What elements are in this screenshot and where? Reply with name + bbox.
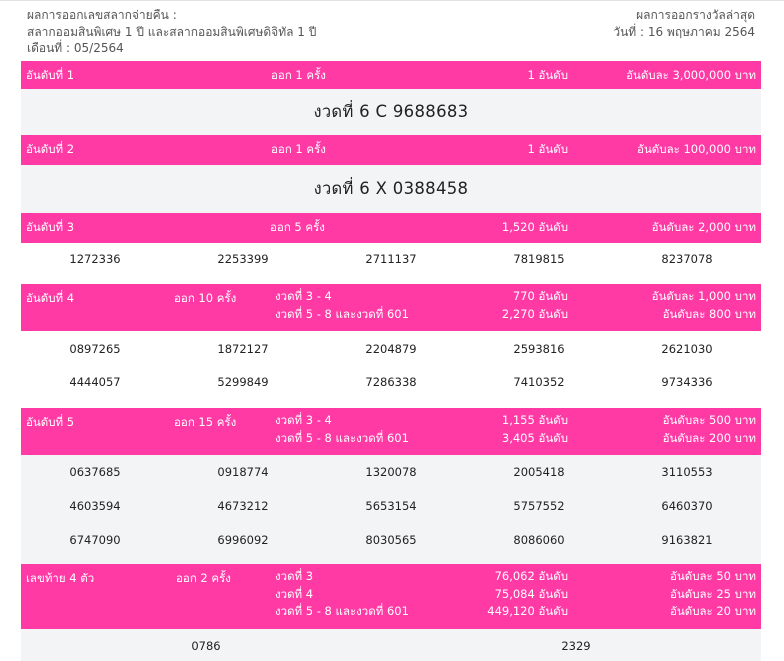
winning-number: 2329: [561, 639, 591, 653]
prize-amount: อันดับละ 100,000 บาท: [637, 142, 756, 156]
prize-counts: [487, 568, 568, 621]
prize-tier-header: [21, 61, 761, 89]
prize-amount: อันดับละ 800 บาท: [662, 306, 756, 321]
prize-amounts: [670, 568, 756, 621]
winning-number: 8086060: [513, 533, 565, 547]
prize-count: 75,084 อันดับ: [494, 586, 568, 601]
draw-month: เดือนที่ : 05/2564: [27, 41, 124, 55]
winning-number: 7410352: [513, 375, 565, 389]
prize-periods: [275, 568, 409, 621]
prize-counts: [502, 412, 568, 447]
prize-period: งวดที่ 3 - 4: [275, 413, 332, 427]
prize-amount: อันดับละ 50 บาท: [669, 569, 756, 583]
prize-name: อันดับที่ 3: [26, 220, 75, 234]
prize-periods: [275, 288, 409, 323]
prize-tier-header: [21, 564, 761, 629]
winning-number: 1320078: [365, 465, 417, 479]
winning-number: 2253399: [217, 252, 269, 266]
draw-info: [27, 7, 316, 57]
winning-number: 6747090: [69, 533, 121, 547]
prize-count: 76,062 อันดับ: [494, 569, 568, 583]
prize-amount: อันดับละ 500 บาท: [662, 413, 756, 427]
winning-number: 1872127: [217, 342, 269, 356]
prize-tier-4: [21, 284, 761, 408]
prize-period: งวดที่ 4: [275, 586, 314, 601]
prize-period: งวดที่ 5 - 8 และงวดที่ 601: [275, 306, 409, 321]
prize-tier-5: [21, 408, 761, 564]
prize-name: เลขท้าย 4 ตัว: [26, 571, 95, 585]
prize-times: ออก 5 ครั้ง: [270, 220, 325, 234]
prize-tier-header: [21, 135, 761, 165]
prize-count: 2,270 อันดับ: [501, 306, 568, 321]
prize-tier-3: [21, 213, 761, 284]
draw-title: ผลการออกเลขสลากจ่ายคืน :: [27, 8, 177, 22]
prize-period: งวดที่ 3 - 4: [275, 289, 332, 303]
winning-number: 0786: [191, 639, 221, 653]
winning-number: 7286338: [365, 375, 417, 389]
prize-amounts: [652, 288, 756, 323]
prize-name: อันดับที่ 4: [26, 291, 75, 305]
prize-tier-1: [21, 61, 761, 135]
winning-number: 8030565: [365, 533, 417, 547]
winning-number: 2593816: [513, 342, 565, 356]
winning-number: 7819815: [513, 252, 565, 266]
winning-number: 5757552: [513, 499, 565, 513]
prize-amount: อันดับละ 200 บาท: [662, 430, 756, 445]
prize-tier-header: [21, 408, 761, 455]
prize-name: อันดับที่ 5: [26, 415, 75, 429]
winning-number: 4603594: [69, 499, 121, 513]
winning-number: 0918774: [217, 465, 269, 479]
winning-number: 9163821: [661, 533, 713, 547]
prize-tier-2: [21, 135, 761, 213]
winning-number: 2005418: [513, 465, 565, 479]
winning-numbers-grid: [21, 455, 761, 564]
winning-number: 0637685: [69, 465, 121, 479]
winning-numbers-grid: [21, 243, 761, 284]
winning-number: 5299849: [217, 375, 269, 389]
winning-number: งวดที่ 6 X 0388458: [21, 165, 761, 213]
winning-number: 0897265: [69, 342, 121, 356]
prize-count: 1,520 อันดับ: [501, 220, 568, 234]
winning-number: 6460370: [661, 499, 713, 513]
prize-tier-header: [21, 213, 761, 243]
prize-tier-last-4-digits: [21, 564, 761, 661]
prize-count: 770 อันดับ: [512, 289, 568, 303]
results-header: [0, 5, 784, 61]
winning-number: 6996092: [217, 533, 269, 547]
prize-name: อันดับที่ 1: [26, 68, 75, 82]
prize-amount: อันดับละ 2,000 บาท: [651, 220, 756, 234]
winning-number: 9734336: [661, 375, 713, 389]
winning-numbers-grid: [21, 331, 761, 408]
prize-tier-header: [21, 284, 761, 331]
prize-count: 3,405 อันดับ: [501, 430, 568, 445]
prize-name: อันดับที่ 2: [26, 142, 75, 156]
winning-number: 2621030: [661, 342, 713, 356]
prize-times: ออก 10 ครั้ง: [174, 291, 237, 305]
latest-result-title: ผลการออกรางวัลล่าสุด: [636, 8, 755, 22]
prize-times: ออก 15 ครั้ง: [174, 415, 237, 429]
prize-times: ออก 1 ครั้ง: [271, 68, 326, 82]
winning-number: 8237078: [661, 252, 713, 266]
prize-amount: อันดับละ 1,000 บาท: [651, 289, 756, 303]
prize-count: 1 อันดับ: [527, 68, 568, 82]
prize-count: 1,155 อันดับ: [501, 413, 568, 427]
winning-number: 5653154: [365, 499, 417, 513]
winning-number: 2711137: [365, 252, 417, 266]
winning-number: 2204879: [365, 342, 417, 356]
prize-period: งวดที่ 5 - 8 และงวดที่ 601: [275, 430, 409, 445]
prize-count: 449,120 อันดับ: [487, 604, 568, 618]
winning-number: 4444057: [69, 375, 121, 389]
winning-numbers-grid: [21, 629, 761, 661]
prize-amounts: [663, 412, 756, 447]
winning-number: 3110553: [661, 465, 713, 479]
prize-amount: อันดับละ 20 บาท: [669, 604, 756, 618]
prize-count: 1 อันดับ: [527, 142, 568, 156]
latest-result-info: [613, 7, 755, 40]
winning-number: งวดที่ 6 C 9688683: [21, 89, 761, 135]
prize-amount: อันดับละ 3,000,000 บาท: [626, 68, 756, 82]
prize-period: งวดที่ 3: [275, 569, 314, 583]
prize-amount: อันดับละ 25 บาท: [669, 586, 756, 601]
prize-times: ออก 2 ครั้ง: [176, 571, 231, 585]
prize-period: งวดที่ 5 - 8 และงวดที่ 601: [275, 604, 409, 618]
latest-result-date: วันที่ : 16 พฤษภาคม 2564: [613, 24, 755, 39]
winning-number: 4673212: [217, 499, 269, 513]
prize-periods: [275, 412, 409, 447]
prize-times: ออก 1 ครั้ง: [271, 142, 326, 156]
prize-counts: [502, 288, 568, 323]
lottery-type: สลากออมสินพิเศษ 1 ปี และสลากออมสินพิเศษดิจิทัล 1 ปี: [27, 24, 317, 39]
winning-number: 1272336: [69, 252, 121, 266]
